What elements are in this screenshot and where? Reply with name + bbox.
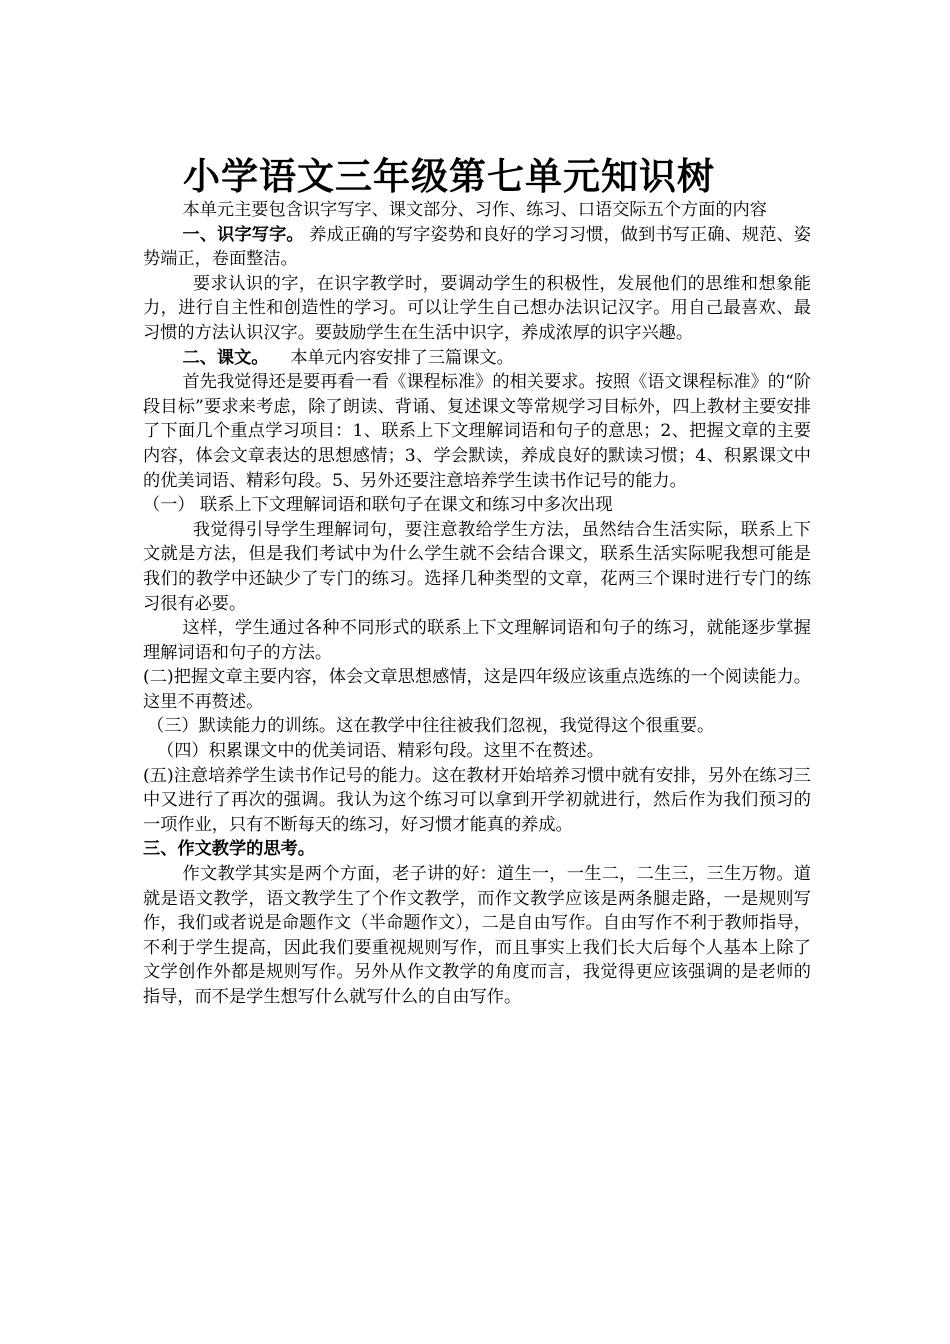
section-2-paragraph [143,346,811,371]
section-1-paragraph-2: 要求认识的字，在识字教学时，要调动学生的积极性，发展他们的思维和想象能力，进行自主性和创造性的学习。可以让学生自己想办法识记汉字。用自己最喜欢、最习惯的方法认识汉字。要鼓励学生在生活中识字，养成浓厚的识字兴趣。 [143,273,811,343]
document-body [143,198,811,1010]
section-2-text: 本单元内容安排了三篇课文。 [290,347,514,368]
subsection-1-paragraph-2: 这样，学生通过各种不同形式的联系上下文理解词语和句子的练习，就能逐步掌握理解词语和句子的方法。 [143,618,811,663]
section-1-paragraph [143,223,811,272]
section-2-heading: 二、课文。 [182,347,269,368]
subsection-2-paragraph: (二)把握文章主要内容，体会文章思想感情，这是四年级应该重点选练的一个阅读能力。这里不再赘述。 [143,667,811,712]
section-3-heading: 三、作文教学的思考。 [143,839,315,860]
subsection-4-paragraph: （四）积累课文中的优美词语、精彩句段。这里不在赘述。 [157,741,604,762]
subsection-5-paragraph: (五)注意培养学生读书作记号的能力。这在教材开始培养习惯中就有安排，另外在练习三中又进行了再次的强调。我认为这个练习可以拿到开学初就进行，然后作为我们预习的一项作业，只有不断每天的练习，好习惯才能真的养成。 [143,765,811,835]
section-2-paragraph-1: 首先我觉得还是要再看一看《课程标准》的相关要求。按照《语文课程标准》的“阶段目标”要求来考虑，除了朗读、背诵、复述课文等常规学习目标外，四上教材主要安排了下面几个重点学习项目：1、联系上下文理解词语和句子的意思；2、把握文章的主要内容，体会文章表达的思想感情；3、学会默读，养成良好的默读习惯；4、积累课文中的优美词语、精彩句段。5、另外还要注意培养学生读书作记号的能力。 [143,372,811,491]
subsection-1-paragraph-1: 我觉得引导学生理解词句，要注意教给学生方法，虽然结合生活实际，联系上下文就是方法，但是我们考试中为什么学生就不会结合课文，联系生活实际呢我想可能是我们的教学中还缺少了专门的练习。选择几种类型的文章，花两三个课时进行专门的练习很有必要。 [143,519,811,614]
document-title: 小学语文三年级第七单元知识树 [183,154,715,198]
subsection-1-heading: （一） 联系上下文理解词语和联句子在课文和练习中多次出现 [143,495,613,516]
intro-paragraph: 本单元主要包含识字写字、课文部分、习作、练习、口语交际五个方面的内容 [182,200,767,220]
section-1-heading: 一、识字写字。 [182,224,304,245]
subsection-3-paragraph: （三）默读能力的训练。这在教学中往往被我们忽视，我觉得这个很重要。 [147,716,715,737]
section-1-text: 养成正确的写字姿势和良好的学习习惯，做到书写正确、规范、姿势端正，卷面整洁。 [143,224,811,270]
section-3-paragraph-1: 作文教学其实是两个方面，老子讲的好：道生一，一生二，二生三，三生万物。道就是语文教学，语文教学生了个作文教学，而作文教学应该是两条腿走路，一是规则写作，我们或者说是命题作文（半命题作文），二是自由写作。自由写作不利于教师指导，不利于学生提高，因此我们要重视规则写作，而且事实上我们长大后每个人基本上除了文学创作外都是规则写作。另外从作文教学的角度而言，我觉得更应该强调的是老师的指导，而不是学生想写什么就写什么的自由写作。 [143,864,811,1007]
